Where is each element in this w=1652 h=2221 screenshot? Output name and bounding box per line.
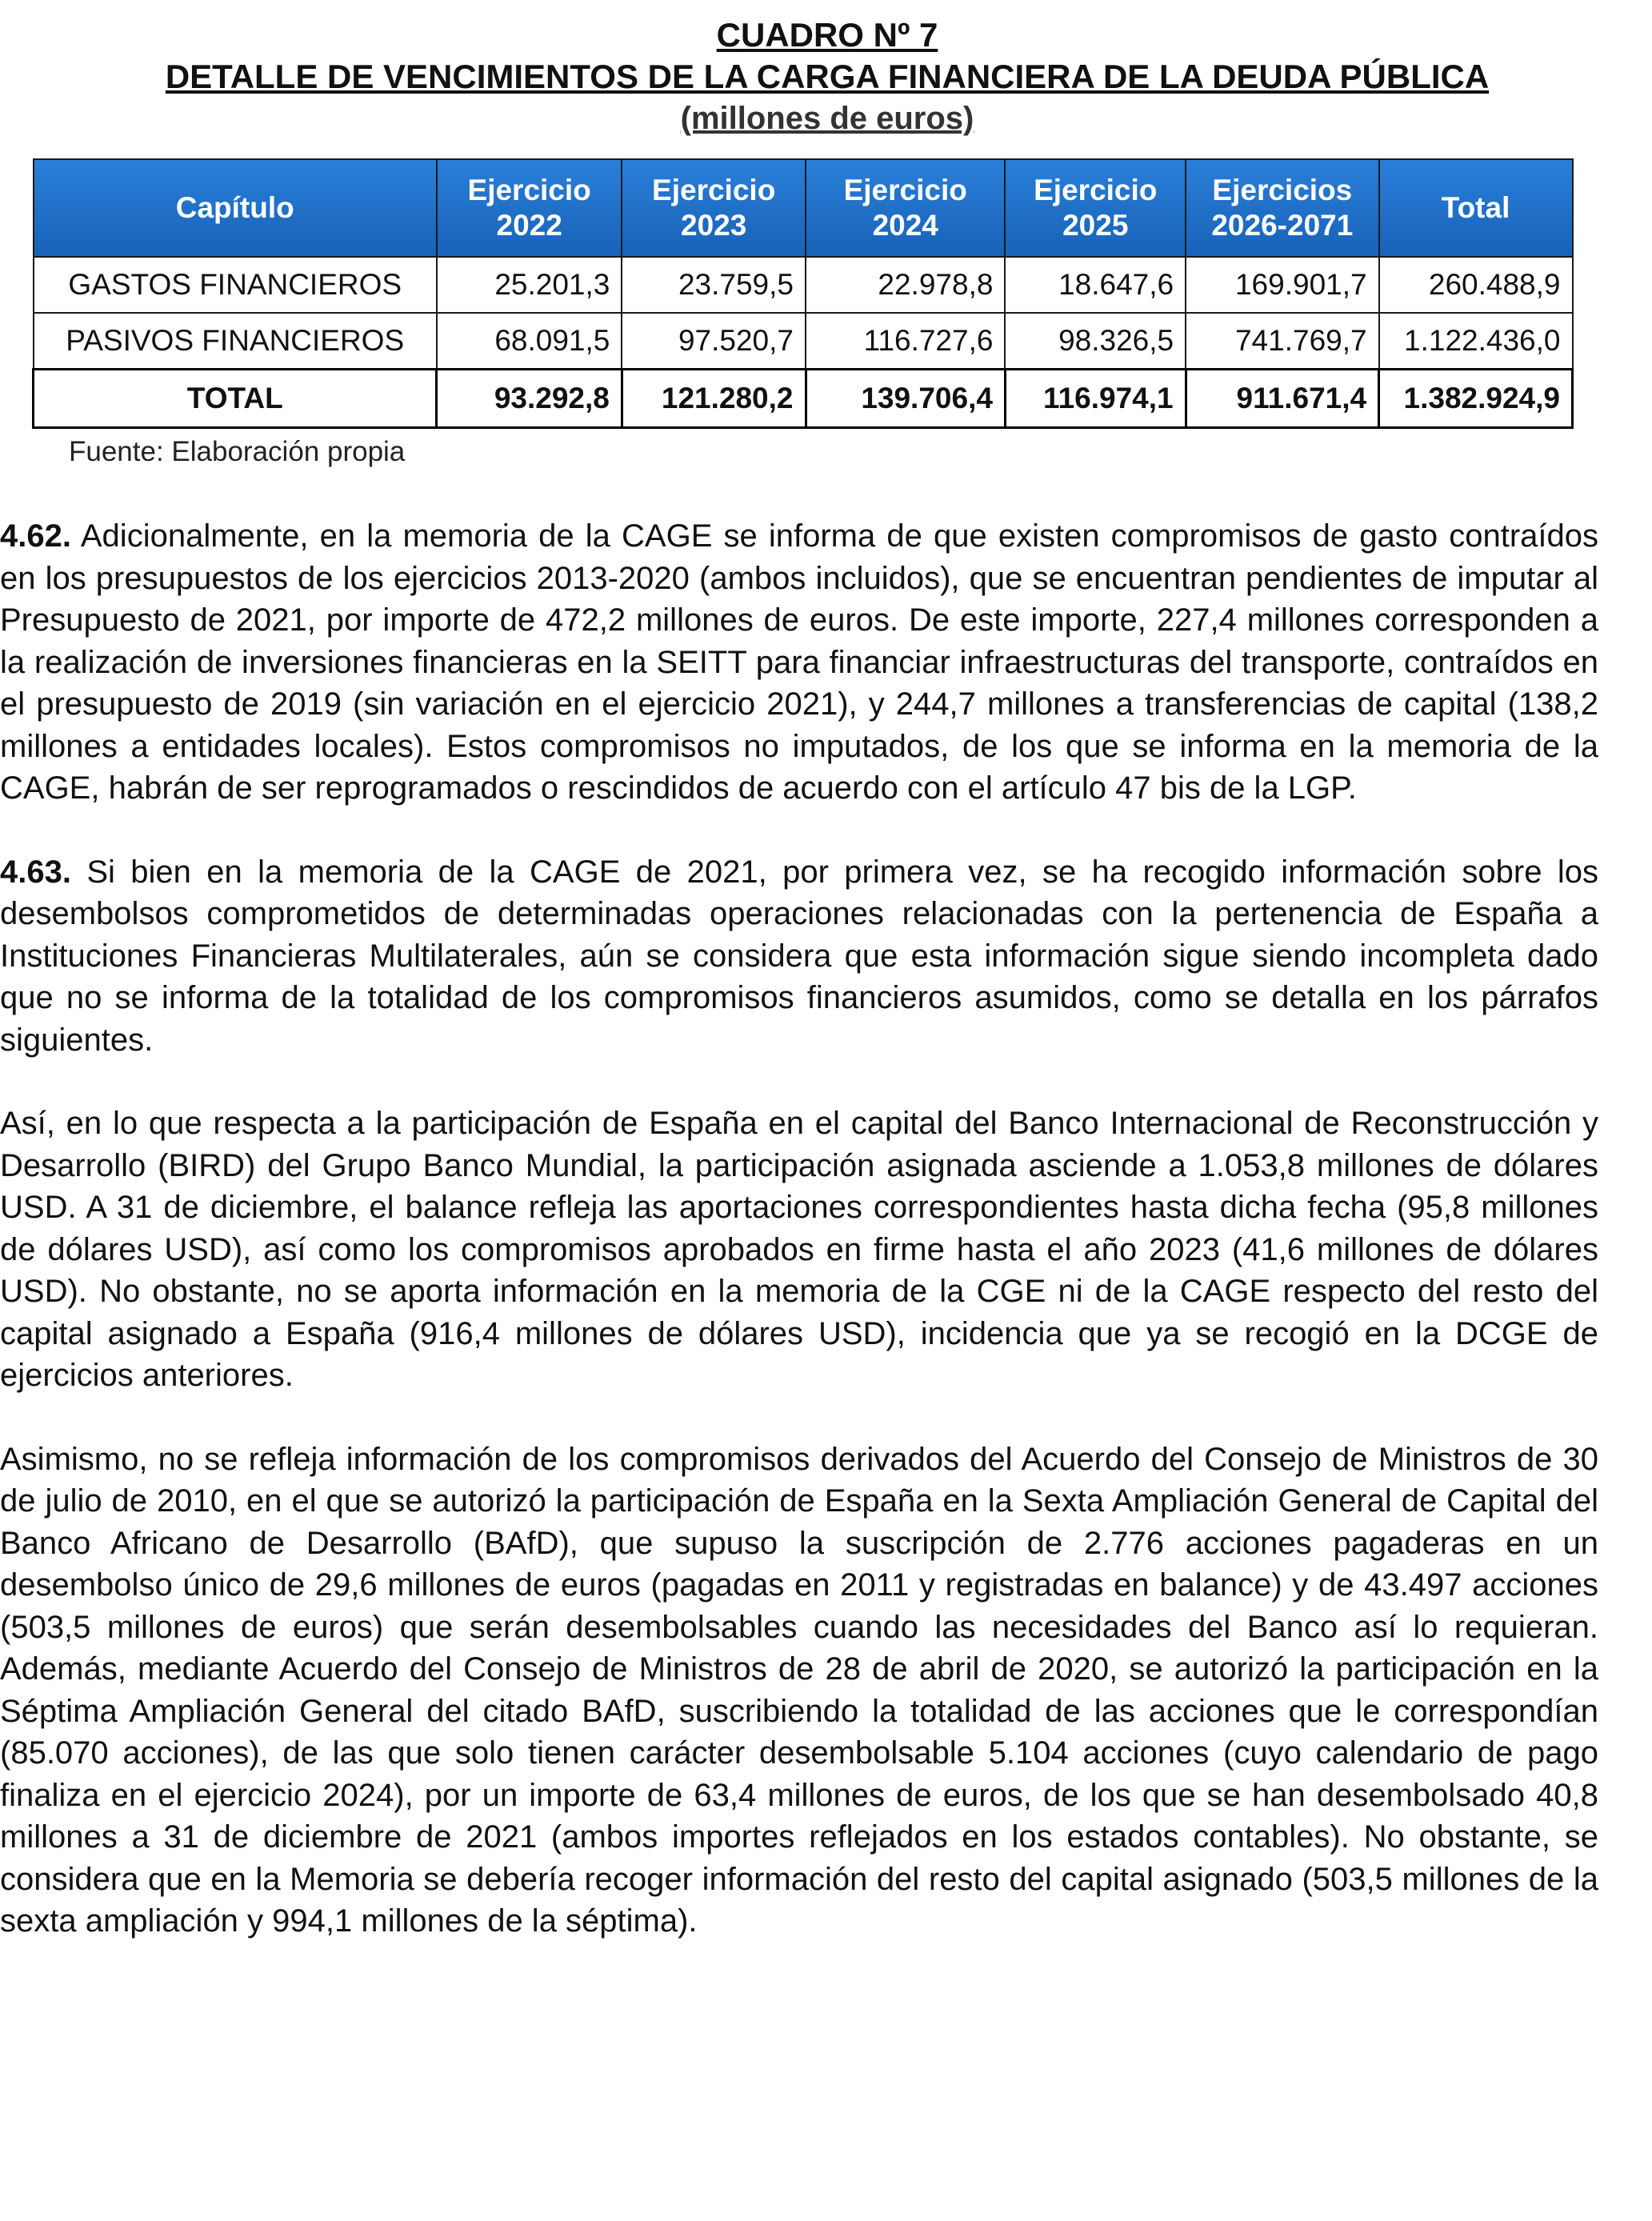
total-cell: 93.292,8 — [437, 370, 622, 428]
table-cell: 23.759,5 — [622, 257, 806, 313]
header-cell — [622, 159, 806, 257]
paragraph-text: Asimismo, no se refleja información de los compromisos derivados del Acuerdo del Consejo de Ministros de 30 de julio de 2010, en el que se autorizó la participación de España en la Sexta Ampliación General de Capital del Banco Africano de Desarrollo (BAfD), que supuso la suscripción de 2.776 acciones pagaderas en un desembolso único de 29,6 millones de euros (pagadas en 2011 y registradas en balance) y de 43.497 acciones (503,5 millones de euros) que serán desembolsables cuando las necesidades del Banco así lo requieran. Además, mediante Acuerdo del Consejo de Ministros de 28 de abril de 2020, se autorizó la participación en la Séptima Ampliación General del citado BAfD, suscribiendo la totalidad de las acciones que le correspondían (85.070 acciones), de las que solo tienen carácter desembolsable 5.104 acciones (cuyo calendario de pago finaliza en el ejercicio 2024), por un importe de 63,4 millones de euros, de los que se han desembolsado 40,8 millones a 31 de diciembre de 2021 (ambos importes reflejados en los estados contables). No obstante, se considera que en la Memoria se debería recoger información del resto del capital asignado (503,5 millones de la sexta ampliación y 994,1 millones de la séptima). — [0, 1441, 1598, 1939]
table-cell: 97.520,7 — [622, 313, 806, 370]
paragraph-text: Adicionalmente, en la memoria de la CAGE se informa de que existen compromisos de gasto contraídos en los presupuestos de los ejercicios 2013-2020 (ambos incluidos), que se encuentran pendientes de imputar al Presupuesto de 2021, por importe de 472,2 millones de euros. De este importe, 227,4 millones corresponden a la realización de inversiones financieras en la SEITT para financiar infraestructuras del transporte, contraídos en el presupuesto de 2019 (sin variación en el ejercicio 2021), y 244,7 millones a transferencias de capital (138,2 millones a entidades locales). Estos compromisos no imputados, de los que se informa en la memoria de la CAGE, habrán de ser reprogramados o rescindidos de acuerdo con el artículo 47 bis de la LGP. — [0, 518, 1598, 806]
table-cell: 116.727,6 — [806, 313, 1005, 370]
total-cell: 911.671,4 — [1186, 370, 1379, 428]
table-row — [34, 313, 1573, 370]
table-main-title: DETALLE DE VENCIMIENTOS DE LA CARGA FINANCIERA DE LA DEUDA PÚBLICA — [165, 58, 1490, 95]
total-cell: 139.706,4 — [806, 370, 1005, 428]
row-label: GASTOS FINANCIEROS — [34, 257, 437, 313]
header-cell — [806, 159, 1005, 257]
header-cell — [437, 159, 622, 257]
header-text: Ejercicio 2025 — [1034, 174, 1158, 242]
table-cell: 98.326,5 — [1005, 313, 1186, 370]
header-text: Ejercicio 2022 — [467, 174, 591, 242]
total-cell: 121.280,2 — [622, 370, 806, 428]
table-header-row — [34, 159, 1573, 257]
header-cell — [1186, 159, 1379, 257]
paragraph-bafd — [0, 1439, 1598, 1943]
table-total-row — [34, 370, 1573, 428]
row-label: PASIVOS FINANCIEROS — [34, 313, 437, 370]
total-cell: 1.382.924,9 — [1379, 370, 1573, 428]
paragraph-4-63 — [0, 851, 1598, 1062]
table-number-title: CUADRO Nº 7 — [716, 16, 938, 54]
header-text: Ejercicio 2024 — [843, 174, 967, 242]
paragraph-bird — [0, 1102, 1598, 1397]
table-cell: 22.978,8 — [806, 257, 1005, 313]
header-cell — [1005, 159, 1186, 257]
debt-maturity-table — [32, 158, 1574, 429]
paragraph-text: Así, en lo que respecta a la participación de España en el capital del Banco Internacional de Reconstrucción y Desarrollo (BIRD) del Grupo Banco Mundial, la participación asignada asciende a 1.053,8 millones de dólares USD. A 31 de diciembre, el balance refleja las aportaciones correspondientes hasta dicha fecha (95,8 millones de dólares USD), así como los compromisos aprobados en firme hasta el año 2023 (41,6 millones de dólares USD). No obstante, no se aporta información en la memoria de la CGE ni de la CAGE respecto del resto del capital asignado a España (916,4 millones de dólares USD), incidencia que ya se recogió en la DCGE de ejercicios anteriores. — [0, 1106, 1598, 1393]
table-cell: 18.647,6 — [1005, 257, 1186, 313]
paragraph-4-62 — [0, 515, 1598, 810]
table-cell: 25.201,3 — [437, 257, 622, 313]
paragraph-number: 4.62. — [0, 518, 71, 554]
table-cell: 741.769,7 — [1186, 313, 1379, 370]
paragraph-text: Si bien en la memoria de la CAGE de 2021, por primera vez, se ha recogido información sobre los desembolsos comprometidos de determinadas operaciones relacionadas con la pertenencia de España a Instituciones Financieras Multilaterales, aún se considera que esta información sigue siendo incompleta dado que no se informa de la totalidad de los compromisos financieros asumidos, como se detalla en los párrafos siguientes. — [0, 854, 1598, 1058]
table-cell: 169.901,7 — [1186, 257, 1379, 313]
header-cell: Capítulo — [34, 159, 437, 257]
total-cell: 116.974,1 — [1005, 370, 1186, 428]
table-cell: 260.488,9 — [1379, 257, 1573, 313]
header-text: Ejercicio 2023 — [652, 174, 776, 242]
table-units-title: (millones de euros) — [680, 101, 974, 136]
total-label: TOTAL — [34, 370, 437, 428]
table-row — [34, 257, 1573, 313]
header-cell: Total — [1379, 159, 1573, 257]
table-cell: 1.122.436,0 — [1379, 313, 1573, 370]
document-page — [27, 14, 1627, 139]
body-text — [0, 515, 1598, 1984]
table-source-note: Fuente: Elaboración propia — [69, 436, 406, 467]
paragraph-number: 4.63. — [0, 854, 71, 890]
table-cell: 68.091,5 — [437, 313, 622, 370]
header-text: Ejercicios 2026-2071 — [1211, 174, 1354, 242]
